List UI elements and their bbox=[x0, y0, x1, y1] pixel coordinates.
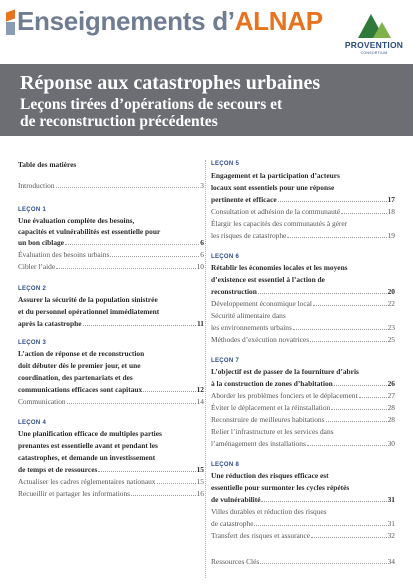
lecon-3-tag: LEÇON 3 bbox=[18, 340, 47, 346]
lecon-6-title-entry[interactable]: reconstruction 20 bbox=[211, 287, 395, 296]
lecon-2-title-line: et du personnel opérationnel immédiatement bbox=[18, 307, 160, 316]
logo-triangle-small-icon bbox=[373, 22, 391, 38]
toc-entry-line[interactable]: Élargir les capacités des communautés à gérer bbox=[211, 219, 348, 228]
lecon-6-title-line: Rétablir les économies locales et les moyens bbox=[211, 263, 348, 272]
lecon-6-tag: LEÇON 6 bbox=[211, 254, 240, 260]
toc-entry[interactable]: Éviter le déplacement et la réinstallation 28 bbox=[211, 403, 395, 412]
lecon-3-title-line: coordination, des partenariats et des bbox=[18, 373, 133, 382]
lecon-5-title-line: Engagement et la participation d’acteurs bbox=[211, 171, 340, 180]
title-banner bbox=[0, 64, 413, 136]
lecon-5-title-entry[interactable]: pertinente et efficace 17 bbox=[211, 195, 395, 204]
toc-entry[interactable]: Méthodes d’exécution novatrices 25 bbox=[211, 335, 395, 344]
brand-part2: ALNAP bbox=[234, 6, 323, 36]
document-subtitle bbox=[20, 96, 410, 130]
toc-entry[interactable]: l’aménagement des installations 30 bbox=[211, 439, 395, 448]
lecon-4-title-line: prenantes est essentielle avant et pendant les bbox=[18, 441, 158, 450]
toc-entry-resources[interactable]: Ressources Clés 34 bbox=[211, 557, 395, 566]
provention-logo-subtext: CONSORTIUM bbox=[360, 51, 388, 55]
lecon-3-title-entry[interactable]: communications efficaces sont capitaux 12 bbox=[18, 385, 204, 394]
toc-entry[interactable]: les environnements urbains 23 bbox=[211, 323, 395, 332]
toc-entry[interactable]: Actualiser les cadres réglementaires nationaux 15 bbox=[18, 477, 204, 486]
document-title: Réponse aux catastrophes urbaines bbox=[20, 72, 321, 94]
lecon-8-tag: LEÇON 8 bbox=[211, 462, 240, 468]
lecon-1-title-line: Une évaluation complète des besoins, bbox=[18, 216, 135, 225]
brand-title bbox=[17, 6, 323, 37]
toc-entry[interactable]: Consultation et adhésion de la communauté 18 bbox=[211, 207, 395, 216]
lecon-8-title-line: Une réduction des risques efficace est bbox=[211, 471, 329, 480]
toc-entry[interactable]: les risques de catastrophe 19 bbox=[211, 231, 395, 240]
toc-entry-line[interactable]: Sécurité alimentaire dans bbox=[211, 311, 286, 320]
lecon-8-title-line: essentielle pour surmonter les cycles répétés bbox=[211, 483, 350, 492]
column-divider bbox=[205, 160, 206, 578]
toc-entry[interactable]: Recueillir et partager les informations 16 bbox=[18, 489, 204, 498]
lecon-2-title-line: Assurer la sécurité de la population sinistrée bbox=[18, 295, 158, 304]
toc-entry[interactable]: Développement économique local 22 bbox=[211, 299, 395, 308]
lecon-4-title-line: Une planification efficace de multiples parties bbox=[18, 429, 162, 438]
lecon-2-title-entry[interactable]: après la catastrophe 11 bbox=[18, 319, 204, 328]
lecon-4-title-line: catastrophes, et demande un investissement bbox=[18, 453, 156, 462]
lecon-6-title-line: d’existence est essentiel à l’action de bbox=[211, 275, 325, 284]
toc-entry[interactable]: Communication 14 bbox=[18, 397, 204, 406]
alnap-logo-mark bbox=[6, 11, 16, 37]
toc-entry[interactable]: Introduction 3 bbox=[18, 181, 204, 190]
lecon-5-tag: LEÇON 5 bbox=[211, 161, 240, 167]
lecon-1-title-entry[interactable]: un bon ciblage 6 bbox=[18, 238, 204, 247]
toc-heading: Table des matières bbox=[18, 160, 77, 169]
page-header bbox=[0, 0, 413, 62]
lecon-1-tag: LEÇON 1 bbox=[18, 207, 47, 213]
subtitle-line-2: de reconstruction précédentes bbox=[20, 113, 218, 130]
lecon-1-title-line: capacités et vulnérabilités est essentielle pour bbox=[18, 227, 161, 236]
lecon-3-title-line: L’action de réponse et de reconstruction bbox=[18, 349, 145, 358]
provention-logo-text: PROVENTION bbox=[344, 40, 404, 50]
lecon-7-tag: LEÇON 7 bbox=[211, 358, 240, 364]
lecon-5-title-line: locaux sont essentiels pour une réponse bbox=[211, 183, 335, 192]
lecon-8-title-entry[interactable]: de vulnérabilité 31 bbox=[211, 495, 395, 504]
lecon-3-title-line: doit débuter dès le premier jour, et une bbox=[18, 361, 141, 370]
toc-entry[interactable]: de catastrophe 31 bbox=[211, 519, 395, 528]
lecon-7-title-line: L’objectif est de passer de la fourniture d’abris bbox=[211, 367, 359, 376]
toc-entry-line[interactable]: Villes durables et réduction des risques bbox=[211, 507, 327, 516]
toc-entry[interactable]: Reconstruire de meilleures habitations 28 bbox=[211, 415, 395, 424]
lecon-7-title-entry[interactable]: à la construction de zones d’habitation 26 bbox=[211, 379, 395, 388]
lecon-4-title-entry[interactable]: de temps et de ressources 15 bbox=[18, 465, 204, 474]
brand-part1: Enseignements d’ bbox=[17, 6, 235, 36]
toc-entry[interactable]: Évaluation des besoins urbains 6 bbox=[18, 250, 204, 259]
lecon-2-tag: LEÇON 2 bbox=[18, 286, 47, 292]
toc-entry[interactable]: Transfert des risques et assurance 32 bbox=[211, 531, 395, 540]
subtitle-line-1: Leçons tirées d’opérations de secours et bbox=[20, 96, 283, 113]
toc-entry[interactable]: Aborder les problèmes fonciers et le déplacement 27 bbox=[211, 391, 395, 400]
toc-entry-line[interactable]: Relier l’infrastructure et les services dans bbox=[211, 427, 334, 436]
toc-entry[interactable]: Cibler l’aide 10 bbox=[18, 262, 204, 271]
provention-logo bbox=[340, 14, 408, 58]
lecon-4-tag: LEÇON 4 bbox=[18, 420, 47, 426]
